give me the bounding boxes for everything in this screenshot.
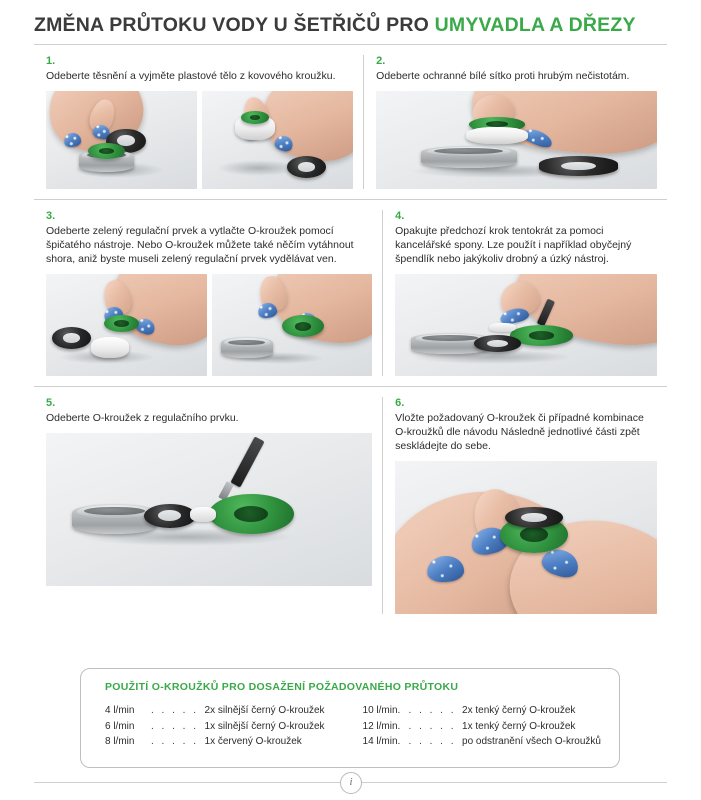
black-o-ring <box>287 156 326 178</box>
flow-dots: . . . . . <box>408 720 457 732</box>
step-3-number: 3. <box>46 210 56 223</box>
step-4-photos <box>395 274 657 376</box>
steps-row-3 <box>34 387 667 624</box>
white-plastic-part <box>489 323 515 332</box>
black-o-ring <box>474 335 521 351</box>
flow-row <box>105 703 339 719</box>
flow-table-columns <box>105 703 601 750</box>
flow-rate: 12 l/min. <box>362 720 401 732</box>
step-1 <box>34 55 363 189</box>
step-6-number: 6. <box>395 397 405 410</box>
flow-dots: . . . . . <box>408 705 457 716</box>
step-5 <box>34 397 382 614</box>
flow-row <box>363 734 601 750</box>
step-5-number: 5. <box>46 397 56 410</box>
flow-table-title: POUŽITÍ O-KROUŽKŮ PRO DOSAŽENÍ POŽADOVANÉHO PRŮTOKU <box>105 681 459 693</box>
flow-description: 1x silnější černý O-kroužek <box>204 720 325 732</box>
flow-description: 2x tenký černý O-kroužek <box>462 705 576 716</box>
steps-row-2 <box>34 200 667 387</box>
flow-rate: 8 l/min <box>105 736 135 747</box>
black-o-ring <box>539 156 618 176</box>
step-6-text: Vložte požadovaný O-kroužek či případné kombinace O-kroužků dle návodu Následně jednotlivé části zpět seskládejte do sebe. <box>395 412 644 453</box>
flow-table-left-column <box>105 703 339 750</box>
step-4-photo <box>395 274 657 376</box>
page-title-accent: UMYVADLA A DŘEZY <box>434 14 636 36</box>
step-1-photo-a <box>46 91 197 189</box>
step-3-photos <box>46 274 372 376</box>
flow-row <box>105 734 339 750</box>
green-regulator-center <box>99 148 114 154</box>
green-regulator <box>88 143 124 159</box>
page-title-prefix: ZMĚNA PRŮTOKU VODY U ŠETŘIČŮ PRO <box>34 14 435 36</box>
step-5-photo <box>46 433 372 586</box>
flow-row <box>105 719 339 735</box>
green-regulator-center <box>114 320 128 327</box>
flow-dots: . . . . . <box>408 736 457 747</box>
flow-row <box>363 703 601 719</box>
green-regulator-center <box>295 322 312 331</box>
flow-dots: . . . . . <box>151 705 199 716</box>
step-6-photo <box>395 461 657 614</box>
step-1-photo-b <box>202 91 353 189</box>
step-2-text: Odeberte ochranné bílé sítko proti hrubým nečistotám. <box>376 70 630 83</box>
step-2 <box>363 55 667 189</box>
metal-housing <box>221 337 272 357</box>
flow-description: 1x červený O-kroužek <box>204 736 302 747</box>
flow-rate: 14 l/min. <box>362 736 401 747</box>
o-ring-hole <box>63 333 80 342</box>
step-6-photos <box>395 461 657 614</box>
flow-dots: . . . . . <box>151 736 199 747</box>
step-2-photo <box>376 91 657 189</box>
flow-description: 2x silnější černý O-kroužek <box>204 705 325 716</box>
steps-container <box>34 45 667 624</box>
green-regulator <box>209 494 294 534</box>
step-3-photo-a <box>46 274 207 376</box>
o-ring-hole <box>298 162 315 171</box>
flow-rate: 6 l/min <box>105 720 135 732</box>
flow-description: po odstranění všech O-kroužků <box>462 736 601 747</box>
white-plastic-body <box>91 337 130 357</box>
step-3-photo-b <box>212 274 373 376</box>
step-6 <box>382 397 667 614</box>
steps-row-1 <box>34 45 667 200</box>
step-3 <box>34 210 382 376</box>
flow-table-right-column <box>363 703 601 750</box>
step-4-number: 4. <box>395 210 405 223</box>
step-1-photos <box>46 91 353 189</box>
green-regulator-center <box>520 527 547 542</box>
step-5-text: Odeberte O-kroužek z regulačního prvku. <box>46 412 239 425</box>
info-icon: i <box>340 772 362 794</box>
green-regulator-center <box>234 506 268 522</box>
metal-housing <box>421 146 516 168</box>
green-regulator-center <box>250 115 261 120</box>
step-4-text: Opakujte předchozí krok tentokrát za pomoci kancelářské spony. Lze použít i například obyčejný špendlík nebo jakýkoliv drobný a úzký nástroj. <box>395 225 632 266</box>
o-ring-hole <box>487 340 508 347</box>
o-ring-hole <box>561 162 596 171</box>
flow-description: 1x tenký černý O-kroužek <box>462 720 576 732</box>
step-3-text: Odeberte zelený regulační prvek a vytlačte O-kroužek pomocí špičatého nástroje. Nebo O-kroužek můžete také něčím vytáhnout shora, aniž byste museli zelený regulační prvek vydělávat ven. <box>46 225 354 266</box>
flow-table <box>80 668 620 768</box>
step-4 <box>382 210 667 376</box>
white-plastic-part <box>190 507 216 522</box>
step-5-photos <box>46 433 372 586</box>
flow-row <box>363 719 601 735</box>
flow-dots: . . . . . <box>151 720 199 732</box>
page-title <box>34 14 675 36</box>
black-o-ring <box>144 504 196 528</box>
green-regulator <box>241 111 268 124</box>
o-ring-hole <box>158 510 181 521</box>
flow-rate: 10 l/min. <box>362 705 401 716</box>
step-1-text: Odeberte těsnění a vyjměte plastové tělo z kovového kroužku. <box>46 70 336 83</box>
step-2-number: 2. <box>376 55 386 68</box>
green-regulator-center <box>529 331 554 339</box>
o-ring-hole <box>521 513 546 522</box>
white-filter-screen <box>466 127 528 145</box>
flow-rate: 4 l/min <box>105 705 135 716</box>
page-header <box>0 0 701 36</box>
step-1-number: 1. <box>46 55 56 68</box>
step-2-photos <box>376 91 657 189</box>
black-o-ring <box>52 327 91 348</box>
